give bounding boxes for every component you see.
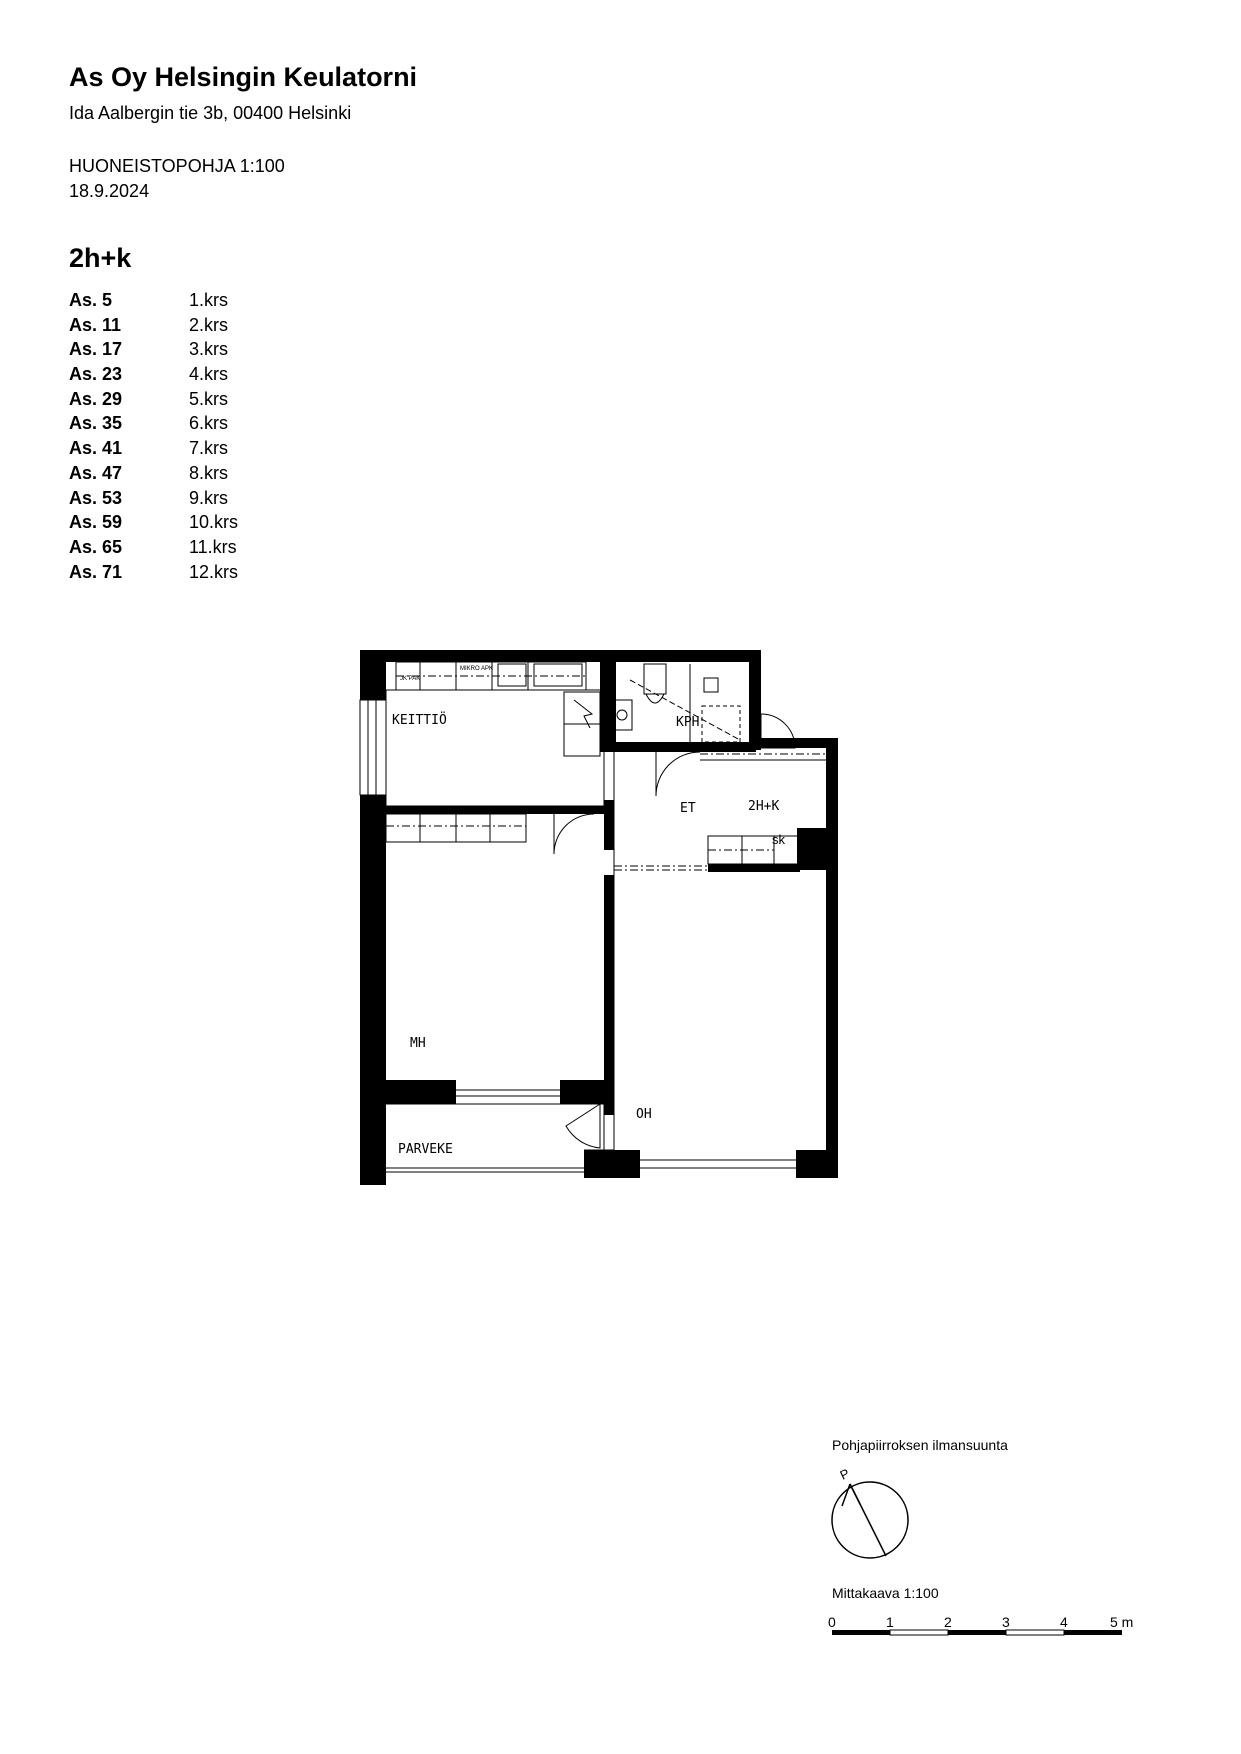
scale-tick: 4 bbox=[1060, 1614, 1068, 1630]
compass bbox=[832, 1437, 1008, 1558]
unit-number: As. 17 bbox=[69, 339, 123, 360]
room-label-entrance: ET bbox=[680, 801, 696, 816]
unit-number: As. 65 bbox=[69, 536, 123, 557]
unit-number: As. 29 bbox=[69, 388, 123, 409]
scale-tick: 1 bbox=[886, 1614, 894, 1630]
wall-bedroom-right bbox=[604, 875, 614, 1115]
drawing-date: 18.9.2024 bbox=[69, 181, 150, 201]
scale-tick: 0 bbox=[828, 1614, 836, 1630]
room-label-balcony: PARVEKE bbox=[398, 1142, 453, 1157]
wall-bath-bottom bbox=[616, 742, 756, 752]
unit-floor: 10.krs bbox=[189, 512, 239, 533]
wall-right-column bbox=[797, 828, 838, 870]
window-kitchen bbox=[360, 700, 386, 795]
unit-number: As. 53 bbox=[69, 487, 123, 508]
unit-number: As. 11 bbox=[69, 314, 122, 335]
wall-left-top bbox=[360, 650, 386, 700]
fixture-label-dishwasher: MIKRO APK bbox=[460, 666, 494, 672]
stove bbox=[534, 664, 582, 686]
wall-balcony-side bbox=[360, 1100, 372, 1178]
bath-appliance-drum bbox=[617, 710, 627, 720]
bath-diagonal bbox=[630, 680, 740, 740]
scale-caption: Mittakaava 1:100 bbox=[832, 1585, 939, 1601]
wall-top-right bbox=[749, 738, 837, 748]
unit-number: As. 41 bbox=[69, 438, 123, 459]
scale-segment bbox=[1006, 1630, 1064, 1635]
room-label-living: OH bbox=[636, 1107, 652, 1122]
wall-bedroom-bottom-left bbox=[386, 1080, 456, 1104]
scale-segment bbox=[948, 1630, 1006, 1635]
door-bedroom bbox=[554, 814, 594, 854]
unit-floor: 8.krs bbox=[189, 462, 229, 483]
fixture-label-fridge: JK PAK bbox=[400, 676, 421, 682]
door-bath bbox=[656, 752, 700, 796]
unit-floor: 6.krs bbox=[189, 413, 229, 434]
wall-bedroom-bottom-right bbox=[560, 1080, 614, 1104]
room-label-bathroom: KPH bbox=[676, 715, 700, 730]
scale-segment bbox=[832, 1630, 890, 1635]
wall-kitchen-bath bbox=[600, 650, 616, 752]
room-label-kitchen: KEITTIÖ bbox=[392, 713, 447, 728]
compass-caption: Pohjapiirroksen ilmansuunta bbox=[832, 1437, 1008, 1453]
compass-north-letter: P bbox=[837, 1465, 852, 1483]
unit-floor: 9.krs bbox=[189, 487, 229, 508]
wall-bath-right bbox=[749, 650, 761, 750]
apartment-type: 2h+k bbox=[69, 243, 132, 273]
wall-bedroom-right-top bbox=[604, 800, 614, 850]
unit-floor: 1.krs bbox=[189, 290, 229, 310]
unit-number: As. 23 bbox=[69, 364, 123, 385]
unit-number: As. 5 bbox=[69, 290, 113, 310]
balcony bbox=[372, 1104, 604, 1172]
scale-segment bbox=[890, 1630, 948, 1635]
unit-floor: 2.krs bbox=[189, 314, 229, 335]
drawing-title: HUONEISTOPOHJA 1:100 bbox=[69, 156, 285, 176]
bath-sink bbox=[704, 678, 718, 692]
wall-kitchen-bedroom bbox=[386, 806, 604, 814]
wall-bottom-mid bbox=[584, 1150, 640, 1178]
unit-number: As. 35 bbox=[69, 413, 123, 434]
wall-top-bath bbox=[616, 650, 761, 662]
kitchen-floor bbox=[386, 690, 604, 806]
unit-number: As. 59 bbox=[69, 512, 123, 533]
project-title: As Oy Helsingin Keulatorni bbox=[69, 62, 418, 92]
toilet-bowl bbox=[646, 694, 664, 703]
unit-floor: 4.krs bbox=[189, 364, 229, 385]
compass-circle bbox=[832, 1482, 908, 1558]
unit-floor: 3.krs bbox=[189, 339, 229, 360]
wall-closet bbox=[708, 864, 800, 872]
scale-tick: 5 m bbox=[1110, 1614, 1134, 1630]
scale-segment bbox=[1064, 1630, 1122, 1635]
wall-top-kitchen bbox=[360, 650, 600, 662]
compass-arrowhead bbox=[842, 1484, 860, 1506]
scale-tick: 2 bbox=[944, 1614, 952, 1630]
room-label-bedroom: MH bbox=[410, 1036, 426, 1051]
unit-floor: 12.krs bbox=[189, 561, 239, 582]
closet bbox=[708, 836, 800, 864]
wall-right bbox=[826, 738, 838, 1178]
scale-bar bbox=[828, 1585, 1133, 1635]
unit-number: As. 71 bbox=[69, 561, 123, 582]
unit-floor: 7.krs bbox=[189, 438, 229, 459]
unit-number: As. 47 bbox=[69, 462, 123, 483]
door-balcony bbox=[566, 1104, 600, 1148]
unit-floor: 11.krs bbox=[189, 536, 237, 557]
unit-floor: 5.krs bbox=[189, 388, 229, 409]
scale-tick: 3 bbox=[1002, 1614, 1010, 1630]
project-address: Ida Aalbergin tie 3b, 00400 Helsinki bbox=[69, 103, 352, 123]
room-label-type: 2H+K bbox=[748, 799, 780, 814]
sink bbox=[498, 664, 526, 686]
wall-bottom-right bbox=[796, 1150, 838, 1178]
room-label-closet: sk bbox=[772, 832, 785, 847]
